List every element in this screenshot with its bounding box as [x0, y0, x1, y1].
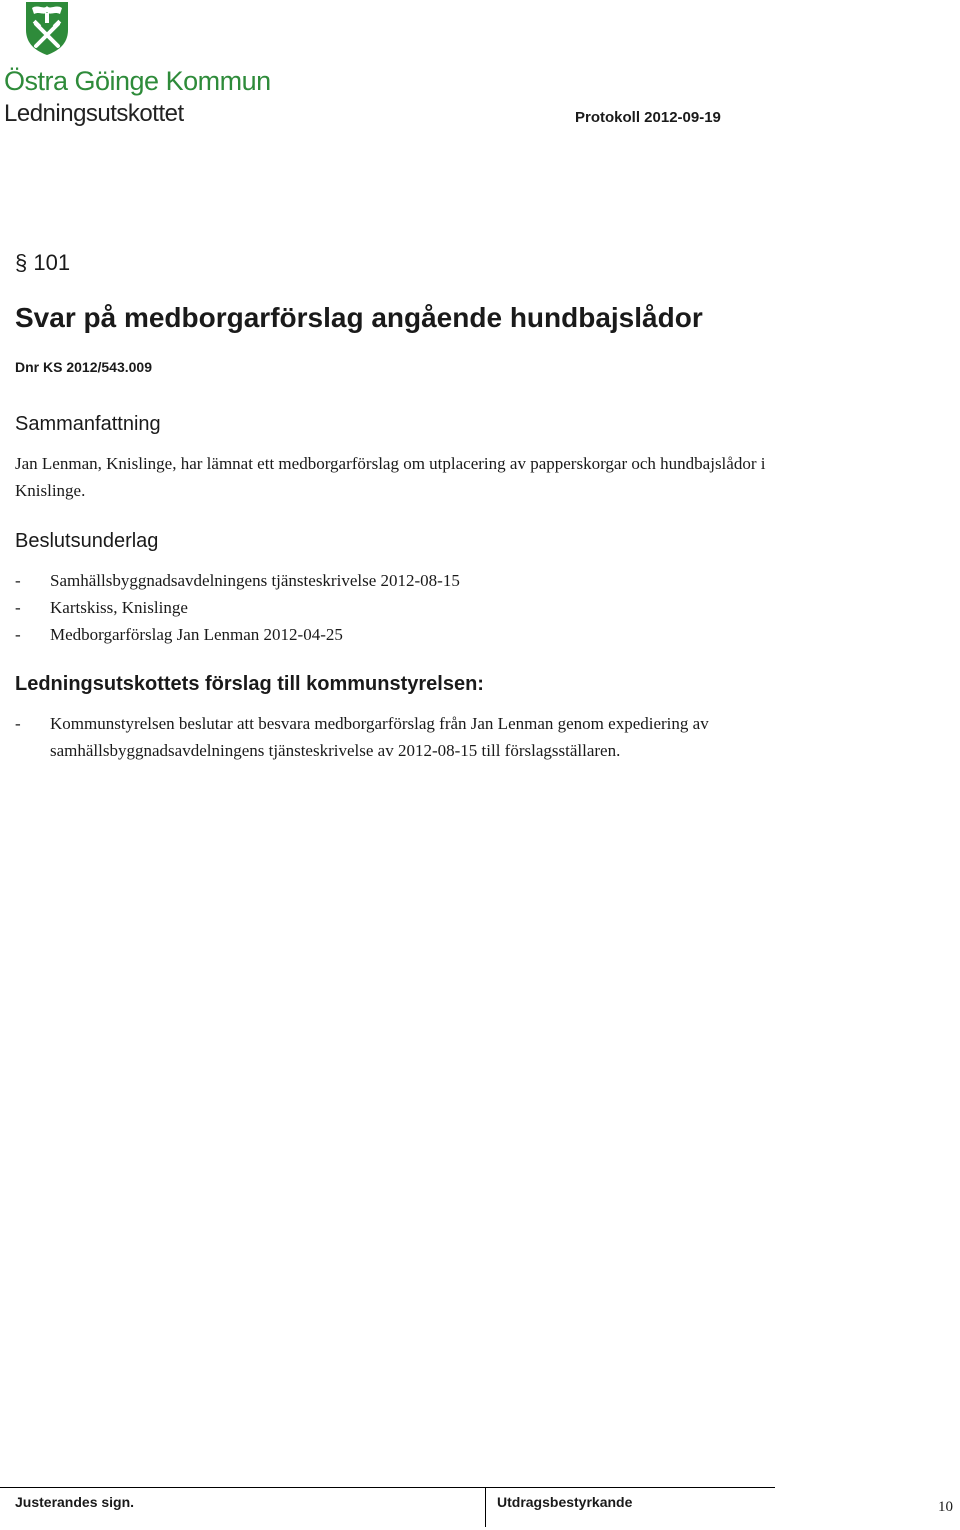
org-name: Östra Göinge Kommun — [4, 66, 271, 96]
list-marker: - — [15, 571, 21, 590]
list-item — [15, 621, 460, 648]
footer-divider — [0, 1487, 485, 1488]
list-item — [15, 710, 745, 764]
certification-label: Utdragsbestyrkande — [497, 1494, 633, 1510]
summary-text: Jan Lenman, Knislinge, har lämnat ett medborgarförslag om utplacering av papperskorgar och hundbajslådor i Knislinge. — [15, 454, 766, 500]
protocol-date: Protokoll 2012-09-19 — [575, 109, 721, 126]
case-number: Dnr KS 2012/543.009 — [15, 359, 152, 375]
list-marker: - — [15, 714, 21, 733]
list-item-text: Kommunstyrelsen beslutar att besvara medborgarförslag från Jan Lenman genom expediering av samhällsbyggnadsavdelningens tjänsteskrivelse av 2012-08-15 till förslagsställaren. — [50, 714, 709, 760]
footer-divider — [485, 1487, 775, 1488]
summary-heading: Sammanfattning — [15, 413, 161, 435]
list-item-text: Medborgarförslag Jan Lenman 2012-04-25 — [50, 625, 343, 644]
footer-separator — [485, 1487, 486, 1527]
basis-list — [15, 567, 460, 648]
coat-of-arms-icon — [24, 0, 70, 56]
list-marker: - — [15, 598, 21, 617]
list-item — [15, 594, 460, 621]
page-number: 10 — [938, 1499, 953, 1515]
signature-label: Justerandes sign. — [15, 1494, 135, 1510]
paragraph-number: § 101 — [15, 250, 71, 275]
basis-heading: Beslutsunderlag — [15, 530, 159, 552]
proposal-list — [15, 710, 745, 764]
list-item-text: Kartskiss, Knislinge — [50, 598, 188, 617]
committee-name: Ledningsutskottet — [4, 100, 184, 127]
list-item-text: Samhällsbyggnadsavdelningens tjänsteskrivelse 2012-08-15 — [50, 571, 460, 590]
proposal-heading: Ledningsutskottets förslag till kommunstyrelsen: — [15, 673, 484, 695]
list-marker: - — [15, 625, 21, 644]
list-item — [15, 567, 460, 594]
page-title: Svar på medborgarförslag angående hundbajslådor — [15, 302, 703, 333]
